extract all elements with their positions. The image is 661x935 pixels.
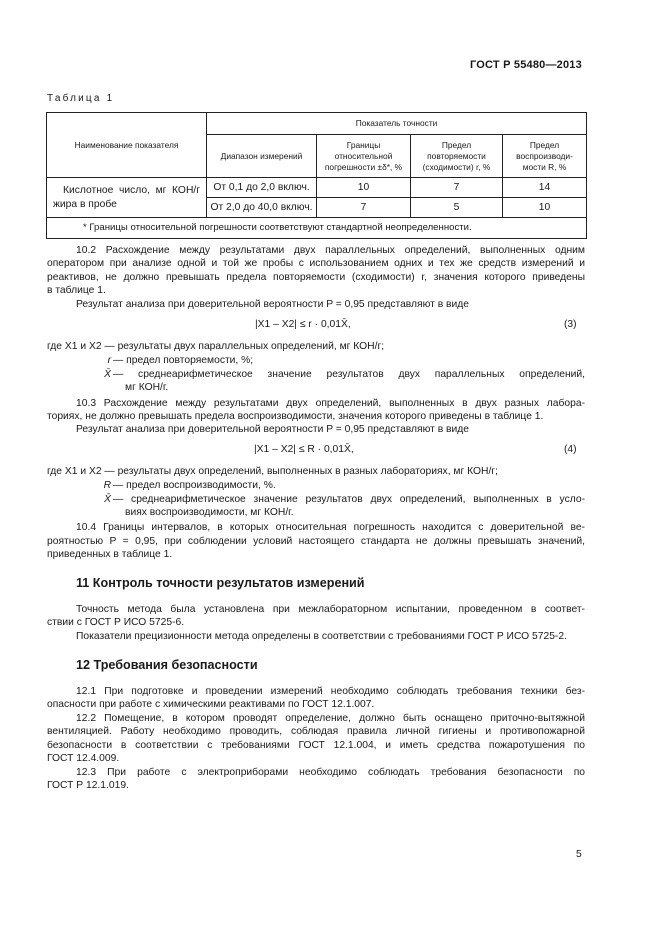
def-R: — предел воспроизводимости, %. [113, 480, 276, 491]
formula-4: |X1 – X2| ≤ R · 0,01X̄, [254, 444, 354, 455]
para-11-line: ствии с ГОСТ Р ИСО 5725-6. [47, 617, 185, 628]
section-11-title: 11 Контроль точности результатов измерений [76, 576, 365, 590]
term-r: r [107, 355, 111, 366]
table-row [47, 178, 587, 198]
para-10-2-line: в таблице 1. [47, 285, 106, 296]
para-11-line: Точность метода была установлена при межлабораторном испытании, проведенном в соответ- [76, 604, 585, 615]
para-10-4-line: роятностью P = 0,95, при соблюдении условий настоящего стандарта не должны превышать значений, [47, 536, 585, 547]
def-x-mean-line: — среднеарифметическое значение результатов двух определений, выполненных в усло- [113, 494, 585, 505]
delta-cell: 10 [317, 178, 411, 198]
para-10-2-line: 10.2 Расхождение между результатами двух параллельных определений, выполненных одним [76, 245, 585, 256]
para-10-3-line: 10.3 Расхождение между результатами двух определений, выполненных в двух разных лабора- [76, 398, 585, 409]
section-12-title: 12 Требования безопасности [76, 658, 258, 672]
table-footnote: * Границы относительной погрешности соответствуют стандартной неопределенности. [47, 218, 587, 239]
col-header-bounds [317, 135, 411, 178]
col-header-range: Диапазон измерений [207, 135, 317, 178]
col-header-reprod-line: воспроизводи- [516, 150, 573, 161]
para-12-2-line: ГОСТ 12.4.009. [47, 753, 120, 764]
document-header: ГОСТ Р 55480—2013 [470, 59, 582, 71]
col-header-reprod-line: мости R, % [522, 161, 567, 172]
formula-4-number: (4) [564, 444, 577, 455]
col-header-repeat-line: (сходимости) r, % [422, 161, 491, 172]
precision-table [46, 112, 587, 239]
col-header-reprod-line: Предел [529, 139, 560, 150]
r-cell: 5 [411, 198, 503, 218]
para-10-3-line: ториях, не должно превышать предела воспроизводимости, значения которого приведены в таблице 1. [47, 411, 544, 422]
col-header-bounds-line: Границы [346, 139, 381, 150]
table-caption: Таблица 1 [47, 93, 115, 104]
para-10-2-line: реактивов, не должно превышать предела повторяемости (сходимости) r, значения которого приведены [47, 272, 585, 283]
row-name-cell [47, 178, 207, 218]
term-x-mean: X̄ [104, 494, 111, 505]
def-x-mean-line: — среднеарифметическое значение результатов двух параллельных определений, [113, 369, 585, 380]
delta-cell: 7 [317, 198, 411, 218]
formula-4-where: где X1 и X2 — результаты двух определений, выполненных в разных лабораториях, мг КОН/г; [47, 466, 498, 477]
para-12-2-line: вентиляцией. Работу необходимо проводить, соблюдая правила личной гигиены и противопожарной [47, 726, 585, 737]
para-12-3-line: ГОСТ Р 12.1.019. [47, 780, 129, 791]
col-header-reproducibility [503, 135, 587, 178]
para-10-2-line: оператором при анализе одной и той же пробы с использованием одних и тех же средств измерений и [47, 258, 585, 269]
formula-3-number: (3) [564, 319, 577, 330]
formula-3-where: где X1 и X2 — результаты двух параллельных определений, мг КОН/г; [47, 341, 385, 352]
col-header-bounds-line: погрешности ±δ*, % [324, 161, 403, 172]
col-header-name: Наименование показателя [47, 113, 207, 178]
para-12-2-line: 12.2 Помещение, в котором проводят определение, должно быть оснащено приточно-вытяжной [76, 713, 585, 724]
para-12-2-line: безопасности в соответствии с требованиями ГОСТ 12.1.004, и иметь средства пожаротушения по [47, 740, 585, 751]
page-number: 5 [576, 849, 582, 860]
para-10-4-line: 10.4 Границы интервалов, в которых относительная погрешность находится с доверительной ве- [76, 522, 585, 533]
r-cell: 7 [411, 178, 503, 198]
col-header-repeat-line: повторяемости [427, 150, 486, 161]
para-10-2-result: Результат анализа при доверительной вероятности P = 0,95 представляют в виде [76, 299, 469, 310]
group-header-accuracy: Показатель точности [207, 113, 587, 135]
para-12-3-line: 12.3 При работе с электроприборами необходимо соблюдать требования безопасности по [76, 767, 585, 778]
range-cell: От 2,0 до 40,0 включ. [207, 198, 317, 218]
para-10-3-result: Результат анализа при доверительной вероятности P = 0,95 представляют в виде [76, 424, 469, 435]
para-11-precision: Показатели прецизионности метода определены в соответствии с требованиями ГОСТ Р ИСО 5725-2. [76, 631, 567, 642]
col-header-bounds-line: относительной [334, 150, 393, 161]
row-name-line: Кислотное число, мг КОН/г [63, 184, 200, 196]
col-header-repeat-line: Предел [441, 139, 472, 150]
term-R: R [103, 480, 111, 491]
range-cell: От 0,1 до 2,0 включ. [207, 178, 317, 198]
term-x-mean: X̄ [104, 369, 111, 380]
R-cell: 10 [503, 198, 587, 218]
row-name-line: жира в пробе [53, 198, 117, 210]
para-12-1-line: опасности при работе с химическими реактивами по ГОСТ 12.1.007. [47, 699, 375, 710]
formula-3: |X1 – X2| ≤ r · 0,01X̄, [255, 319, 351, 330]
def-x-mean-line: мг КОН/г. [125, 382, 169, 393]
para-10-4-line: приведенных в таблице 1. [47, 549, 173, 560]
def-r: — предел повторяемости, %; [113, 355, 254, 366]
R-cell: 14 [503, 178, 587, 198]
def-x-mean-line: виях воспроизводимости, мг КОН/г. [125, 507, 294, 518]
para-12-1-line: 12.1 При подготовке и проведении измерений необходимо соблюдать требования техники без- [76, 686, 585, 697]
col-header-repeatability [411, 135, 503, 178]
